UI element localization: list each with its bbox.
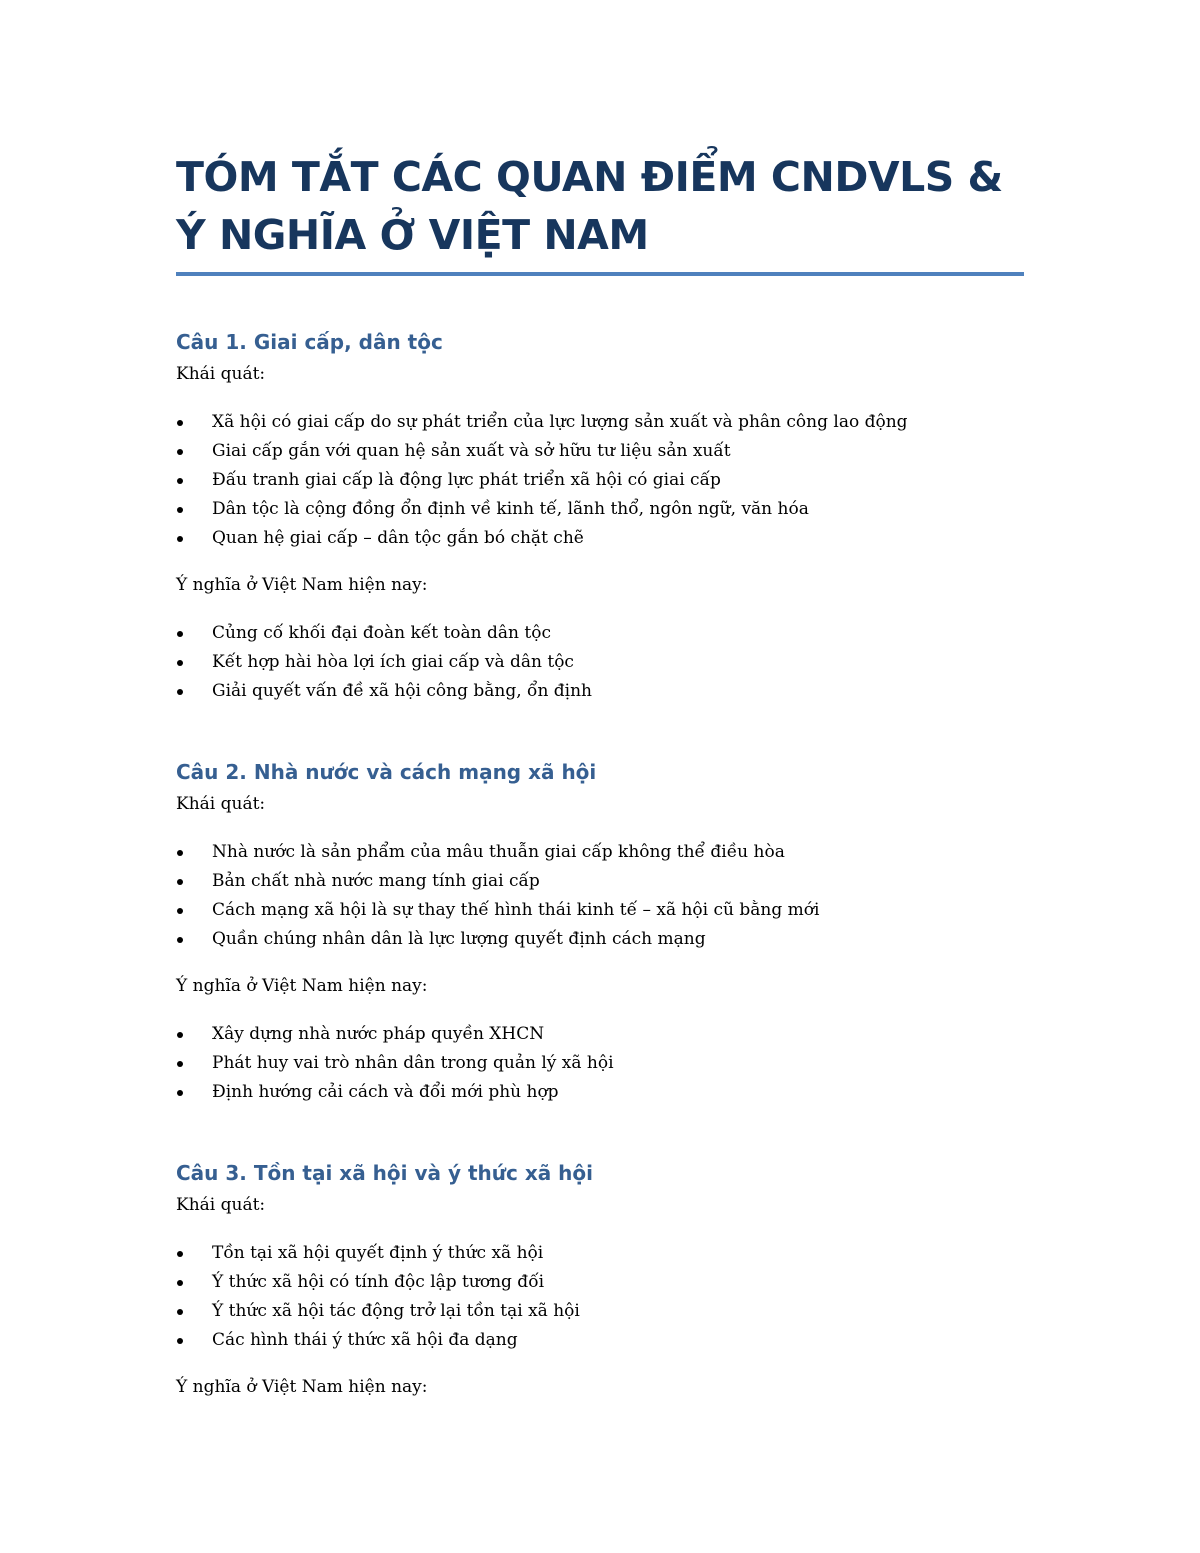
list-item-text: Các hình thái ý thức xã hội đa dạng: [212, 1330, 518, 1350]
section-heading: Câu 1. Giai cấp, dân tộc: [176, 330, 443, 354]
list-item: [176, 437, 1024, 466]
list-item-text: Kết hợp hài hòa lợi ích giai cấp và dân tộc: [212, 652, 574, 672]
section-heading: Câu 2. Nhà nước và cách mạng xã hội: [176, 760, 597, 784]
list-item: [176, 1020, 1024, 1049]
list-item: [176, 1239, 1024, 1268]
section-1: [176, 328, 1024, 706]
section-heading: Câu 3. Tồn tại xã hội và ý thức xã hội: [176, 1161, 594, 1185]
list-item: [176, 1297, 1024, 1326]
list-item: [176, 1326, 1024, 1355]
bullet-icon: [177, 660, 183, 666]
bullet-icon: [177, 1338, 183, 1344]
list-item-text: Giai cấp gắn với quan hệ sản xuất và sở hữu tư liệu sản xuất: [212, 441, 731, 461]
list-item-text: Bản chất nhà nước mang tính giai cấp: [212, 871, 540, 891]
list-item-text: Tồn tại xã hội quyết định ý thức xã hội: [212, 1243, 544, 1263]
bullet-icon: [177, 420, 183, 426]
bullet-icon: [177, 1032, 183, 1038]
bullet-icon: [177, 879, 183, 885]
list-item: [176, 524, 1024, 553]
document-page: [176, 148, 1024, 1399]
list-item: [176, 648, 1024, 677]
bullet-icon: [177, 689, 183, 695]
list-item: [176, 677, 1024, 706]
bullet-icon: [177, 507, 183, 513]
list-item: [176, 925, 1024, 954]
bullet-icon: [177, 1090, 183, 1096]
bullet-icon: [177, 1280, 183, 1286]
bullet-icon: [177, 1061, 183, 1067]
list-item-text: Đấu tranh giai cấp là động lực phát triển xã hội có giai cấp: [212, 470, 721, 490]
list-item-text: Định hướng cải cách và đổi mới phù hợp: [212, 1082, 559, 1102]
overview-list: [176, 1239, 1024, 1355]
list-item: [176, 1268, 1024, 1297]
list-item-text: Dân tộc là cộng đồng ổn định về kinh tế, lãnh thổ, ngôn ngữ, văn hóa: [212, 499, 809, 519]
list-item-text: Quần chúng nhân dân là lực lượng quyết định cách mạng: [212, 929, 706, 949]
overview-label: Khái quát:: [176, 794, 266, 814]
bullet-icon: [177, 1251, 183, 1257]
list-item-text: Phát huy vai trò nhân dân trong quản lý xã hội: [212, 1053, 614, 1073]
bullet-icon: [177, 850, 183, 856]
list-item: [176, 1078, 1024, 1107]
list-item-text: Ý thức xã hội tác động trở lại tồn tại xã hội: [212, 1301, 580, 1321]
list-item: [176, 466, 1024, 495]
bullet-icon: [177, 631, 183, 637]
list-item: [176, 867, 1024, 896]
list-item: [176, 619, 1024, 648]
bullet-icon: [177, 1309, 183, 1315]
list-item-text: Cách mạng xã hội là sự thay thế hình thái kinh tế – xã hội cũ bằng mới: [212, 900, 820, 920]
overview-list: [176, 408, 1024, 553]
list-item: [176, 896, 1024, 925]
list-item-text: Xã hội có giai cấp do sự phát triển của lực lượng sản xuất và phân công lao động: [212, 412, 908, 432]
bullet-icon: [177, 908, 183, 914]
meaning-list: [176, 619, 1024, 706]
section-3: [176, 1159, 1024, 1399]
bullet-icon: [177, 937, 183, 943]
list-item-text: Quan hệ giai cấp – dân tộc gắn bó chặt chẽ: [212, 528, 584, 548]
list-item-text: Củng cố khối đại đoàn kết toàn dân tộc: [212, 623, 551, 643]
overview-label: Khái quát:: [176, 364, 266, 384]
meaning-label: Ý nghĩa ở Việt Nam hiện nay:: [176, 1377, 428, 1397]
bullet-icon: [177, 536, 183, 542]
overview-list: [176, 838, 1024, 954]
list-item: [176, 408, 1024, 437]
list-item-text: Nhà nước là sản phẩm của mâu thuẫn giai cấp không thể điều hòa: [212, 842, 785, 862]
document-title: TÓM TẮT CÁC QUAN ĐIỂM CNDVLS & Ý NGHĨA Ở VIỆT NAM: [176, 148, 1024, 276]
bullet-icon: [177, 449, 183, 455]
meaning-list: [176, 1020, 1024, 1107]
meaning-label: Ý nghĩa ở Việt Nam hiện nay:: [176, 575, 428, 595]
overview-label: Khái quát:: [176, 1195, 266, 1215]
list-item: [176, 1049, 1024, 1078]
meaning-label: Ý nghĩa ở Việt Nam hiện nay:: [176, 976, 428, 996]
list-item: [176, 838, 1024, 867]
section-2: [176, 758, 1024, 1107]
bullet-icon: [177, 478, 183, 484]
list-item-text: Giải quyết vấn đề xã hội công bằng, ổn định: [212, 681, 593, 701]
list-item-text: Ý thức xã hội có tính độc lập tương đối: [212, 1272, 545, 1292]
list-item: [176, 495, 1024, 524]
list-item-text: Xây dựng nhà nước pháp quyền XHCN: [212, 1024, 545, 1044]
